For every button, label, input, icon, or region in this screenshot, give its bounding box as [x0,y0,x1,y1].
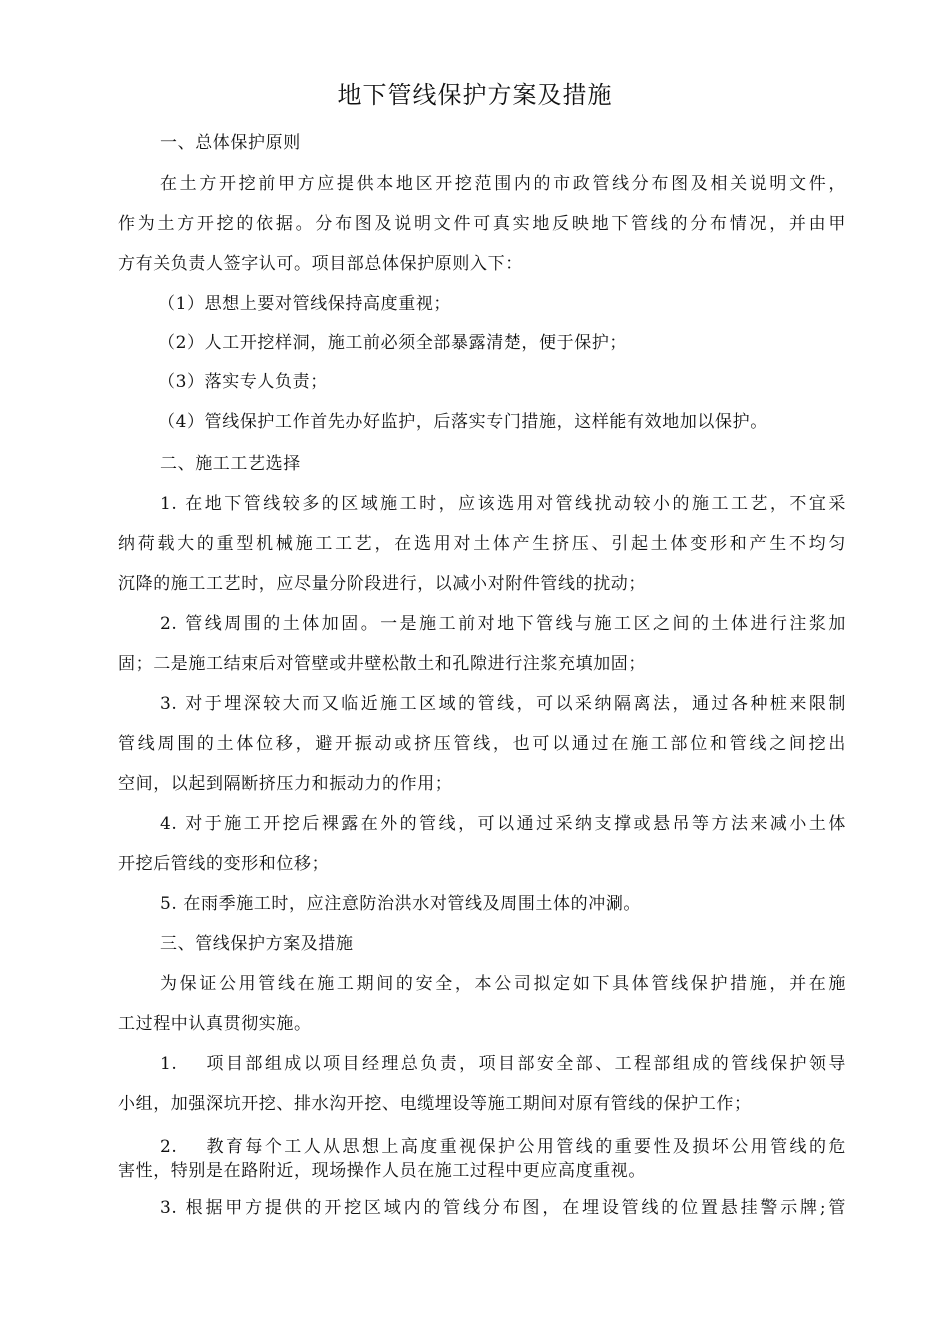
paragraph-line: 为保证公用管线在施工期间的安全，本公司拟定如下具体管线保护措施，并在施 [160,974,846,994]
paragraph-line: 4. 对于施工开挖后裸露在外的管线，可以通过采纳支撑或悬吊等方法来减小土体 [160,814,846,834]
paragraph-line: 开挖后管线的变形和位移； [118,854,330,874]
section-heading-2: 二、施工工艺选择 [160,454,301,474]
paragraph-line: 3. 根据甲方提供的开挖区域内的管线分布图，在埋设管线的位置悬挂警示牌;管 [160,1198,846,1218]
paragraph-line: 纳荷载大的重型机械施工工艺，在选用对土体产生挤压、引起土体变形和产生不均匀 [118,534,846,554]
paragraph-line: 工过程中认真贯彻实施。 [118,1014,312,1034]
list-item: （4）管线保护工作首先办好监护，后落实专门措施，这样能有效地加以保护。 [158,412,768,432]
paragraph-line: 1. 在地下管线较多的区域施工时，应该选用对管线扰动较小的施工工艺，不宜采 [160,494,846,514]
paragraph-line: 作为土方开挖的依据。分布图及说明文件可真实地反映地下管线的分布情况，并由甲 [118,214,846,234]
paragraph-line: 2. 教育每个工人从思想上高度重视保护公用管线的重要性及损坏公用管线的危 [160,1137,846,1157]
paragraph-line: 1. 项目部组成以项目经理总负责，项目部安全部、工程部组成的管线保护领导 [160,1054,846,1074]
paragraph-line: 3. 对于埋深较大而又临近施工区域的管线，可以采纳隔离法，通过各种桩来限制 [160,694,846,714]
paragraph-line: 固；二是施工结束后对管壁或井壁松散土和孔隙进行注浆充填加固； [118,654,646,674]
paragraph-line: 空间，以起到隔断挤压力和振动力的作用； [118,774,453,794]
list-item: （2）人工开挖样洞，施工前必须全部暴露清楚，便于保护； [158,333,628,353]
section-heading-1: 一、总体保护原则 [160,133,301,153]
list-item: （3）落实专人负责； [158,372,328,392]
paragraph-line: 害性，特别是在路附近，现场操作人员在施工过程中更应高度重视。 [118,1161,646,1181]
paragraph-line: 方有关负责人签字认可。项目部总体保护原则入下： [118,254,523,274]
document-title: 地下管线保护方案及措施 [337,81,613,109]
paragraph-line: 沉降的施工工艺时，应尽量分阶段进行，以减小对附件管线的扰动； [118,574,646,594]
list-item: （1）思想上要对管线保持高度重视； [158,294,452,314]
paragraph-line: 管线周围的土体位移，避开振动或挤压管线，也可以通过在施工部位和管线之间挖出 [118,734,846,754]
paragraph-line: 5. 在雨季施工时，应注意防治洪水对管线及周围土体的冲涮。 [160,894,642,914]
paragraph-line: 在土方开挖前甲方应提供本地区开挖范围内的市政管线分布图及相关说明文件， [160,174,846,194]
paragraph-line: 小组，加强深坑开挖、排水沟开挖、电缆埋设等施工期间对原有管线的保护工作； [118,1094,752,1114]
section-heading-3: 三、管线保护方案及措施 [160,934,354,954]
paragraph-line: 2. 管线周围的土体加固。一是施工前对地下管线与施工区之间的土体进行注浆加 [160,614,846,634]
